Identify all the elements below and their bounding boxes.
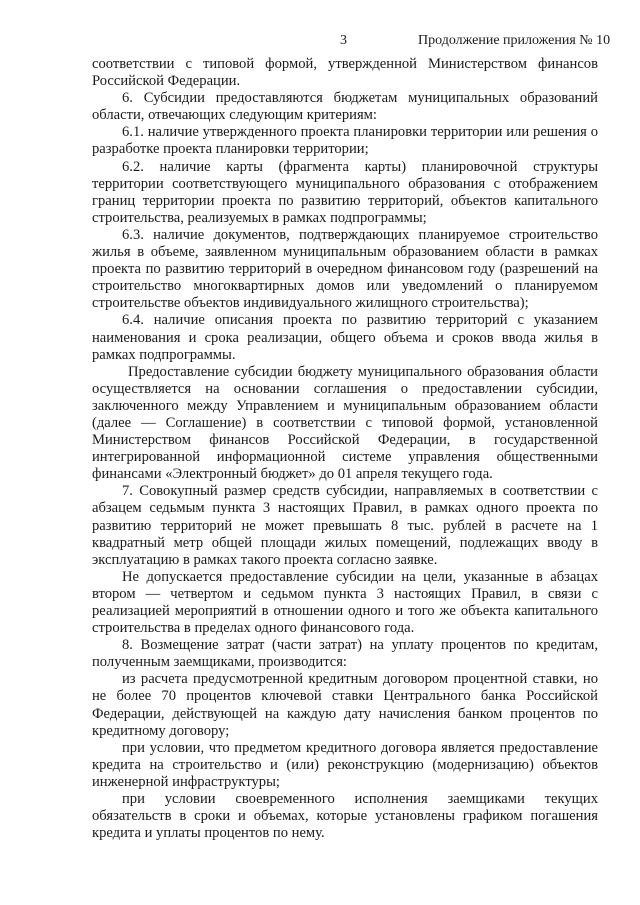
paragraph: 6.4. наличие описания проекта по развитию территорий с указанием наименования и срока реализации, общего объема и сроков ввода жилья в рамках подпрограммы. [92,312,598,363]
page-header [0,33,640,51]
paragraph: Не допускается предоставление субсидии на цели, указанные в абзацах втором — четвертом и седьмом пункта 3 настоящих Правил, в связи с реализацией мероприятий в отношении одного и того же объекта капитального строительства в пределах одного финансового года. [92,568,598,637]
paragraph: Предоставление субсидии бюджету муниципального образования области осуществляется на основании соглашения о предоставлении субсидии, заключенного между Управлением и муниципальным образованием области (далее — Соглашение) в соответствии с типовой формой, установленной Министерством финансов Российской Федерации, в государственной интегрированной информационной системе управления общественными финансами «Электронный бюджет» до 01 апреля текущего года. [92,363,598,483]
paragraph: 6.3. наличие документов, подтверждающих планируемое строительство жилья в объеме, заявленном муниципальным образованием области в рамках проекта по развитию территорий в очередном финансовом году (разрешений на строительство многоквартирных домов или уведомлений о планируемом строительстве объектов индивидуального жилищного строительства); [92,226,598,312]
page-number: 3 [340,33,347,48]
paragraph: при условии, что предметом кредитного договора является предоставление кредита на строительство и (или) реконструкцию (модернизацию) объектов инженерной инфраструктуры; [92,739,598,790]
paragraph: 7. Совокупный размер средств субсидии, направляемых в соответствии с абзацем седьмым пункта 3 настоящих Правил, в рамках одного проекта по развитию территорий не может превышать 8 тыс. рублей в расчете на 1 квадратный метр общей площади жилых помещений, подлежащих вводу в эксплуатацию в рамках такого проекта согласно заявке. [92,483,598,568]
document-body [92,56,598,842]
paragraph: из расчета предусмотренной кредитным договором процентной ставки, но не более 70 процентов ключевой ставки Центрального банка Российской Федерации, действующей на каждую дату начисления банком процентов по кредитному договору; [92,671,598,739]
paragraph: 6. Субсидии предоставляются бюджетам муниципальных образований области, отвечающих следующим критериям: [92,90,598,124]
appendix-continuation-label: Продолжение приложения № 10 [418,33,611,48]
paragraph: 8. Возмещение затрат (части затрат) на уплату процентов по кредитам, полученным заемщиками, производится: [92,637,598,671]
paragraph: при условии своевременного исполнения заемщиками текущих обязательств в сроки и объемах, которые установлены графиком погашения кредита и уплаты процентов по нему. [92,791,598,842]
paragraph: соответствии с типовой формой, утвержденной Министерством финансов Российской Федерации. [92,56,598,90]
paragraph: 6.2. наличие карты (фрагмента карты) планировочной структуры территории соответствующего муниципального образования с отображением границ территории проекта по развитию территорий, объектов капитального строительства, реализуемых в рамках подпрограммы; [92,158,598,226]
paragraph: 6.1. наличие утвержденного проекта планировки территории или решения о разработке проекта планировки территории; [92,124,598,158]
